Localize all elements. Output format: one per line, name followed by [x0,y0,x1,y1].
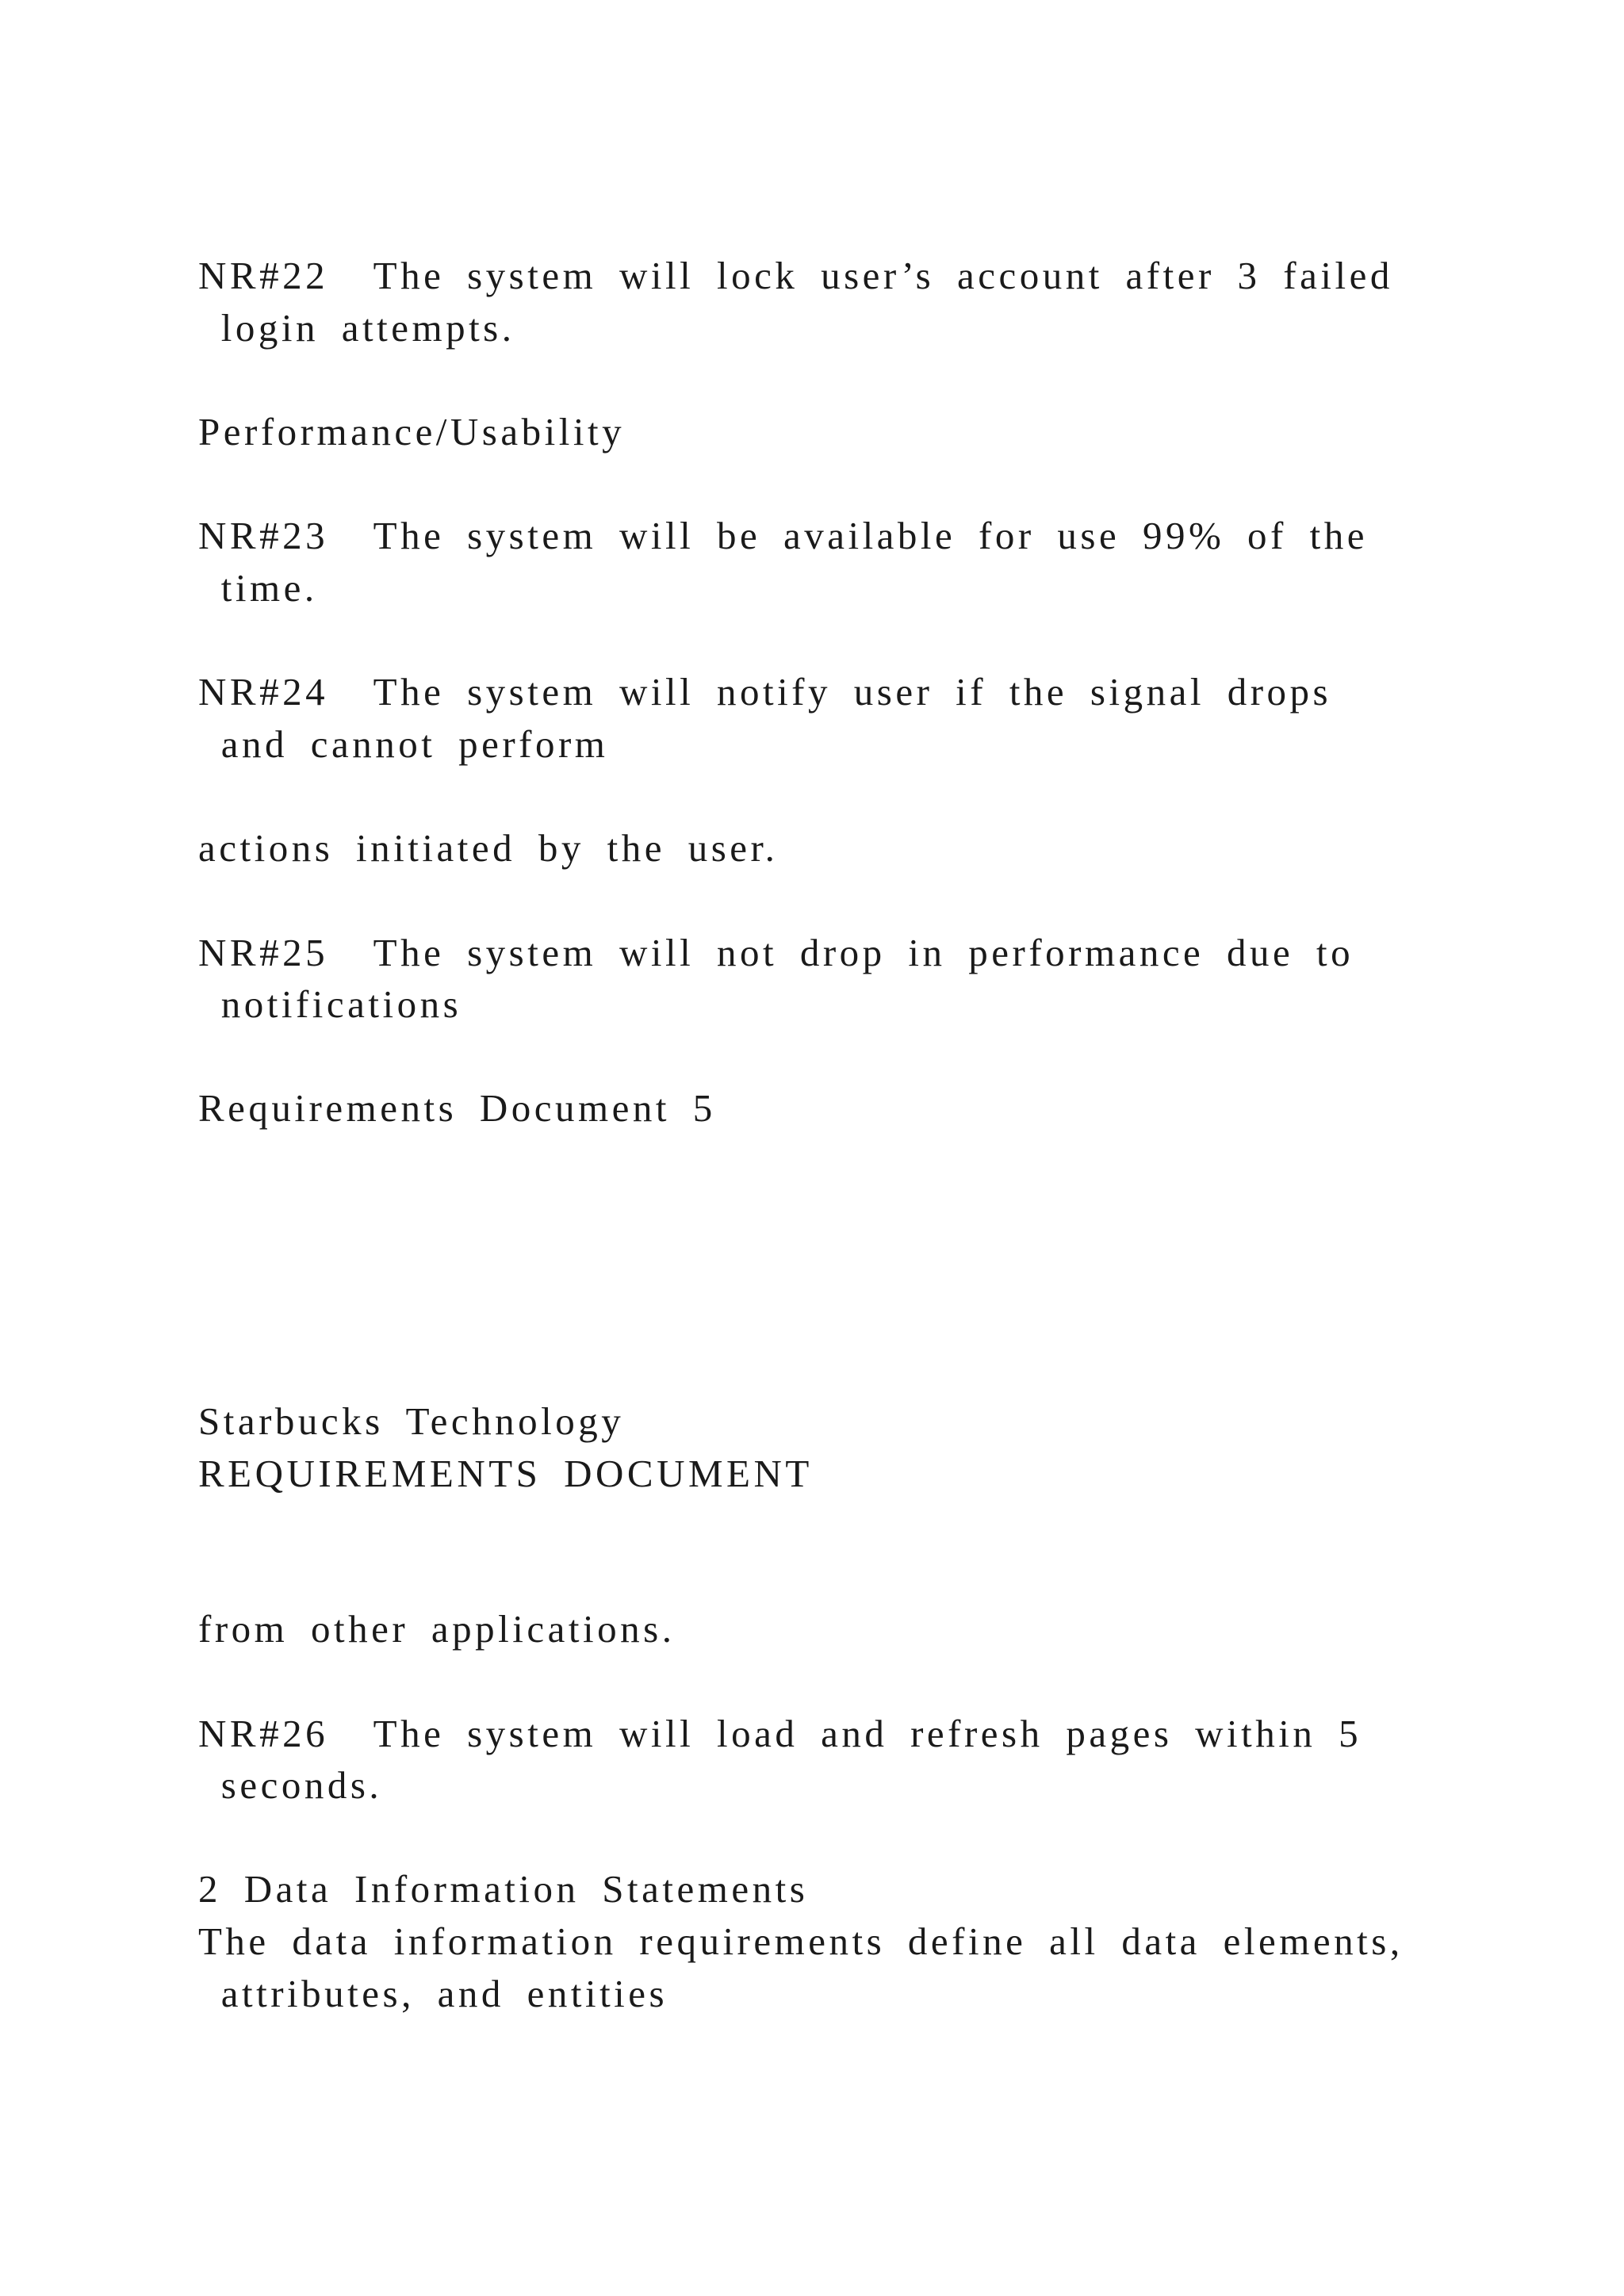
requirement-nr23-line-2: time. [198,566,318,610]
requirement-nr25-line-1: NR#25 The system will not drop in performance due to [198,931,1354,974]
requirement-nr24-line-2: and cannot perform [198,722,609,766]
page-header-company: Starbucks Technology [198,1399,625,1443]
requirement-nr25-line-2: notifications [198,982,462,1026]
page-header-title: REQUIREMENTS DOCUMENT [198,1452,813,1495]
body-continuation-line: from other applications. [198,1607,676,1651]
requirement-nr26-line-1: NR#26 The system will load and refresh pages within 5 [198,1712,1362,1755]
section-heading-data-information: 2 Data Information Statements [198,1867,809,1911]
requirement-nr24-line-1: NR#24 The system will notify user if the signal drops [198,670,1332,714]
data-info-paragraph-line-2: attributes, and entities [198,1972,668,2015]
requirement-nr22-line-1: NR#22 The system will lock user’s account after 3 failed [198,254,1393,297]
section-heading-performance-usability: Performance/Usability [198,410,626,453]
requirement-nr26-line-2: seconds. [198,1763,383,1807]
page-footer: Requirements Document 5 [198,1086,716,1130]
requirement-nr23-line-1: NR#23 The system will be available for use 99% of the [198,514,1368,557]
requirement-nr24-line-3: actions initiated by the user. [198,826,779,870]
requirement-nr22-line-2: login attempts. [198,306,515,350]
data-info-paragraph-line-1: The data information requirements define all data elements, [198,1919,1404,1963]
